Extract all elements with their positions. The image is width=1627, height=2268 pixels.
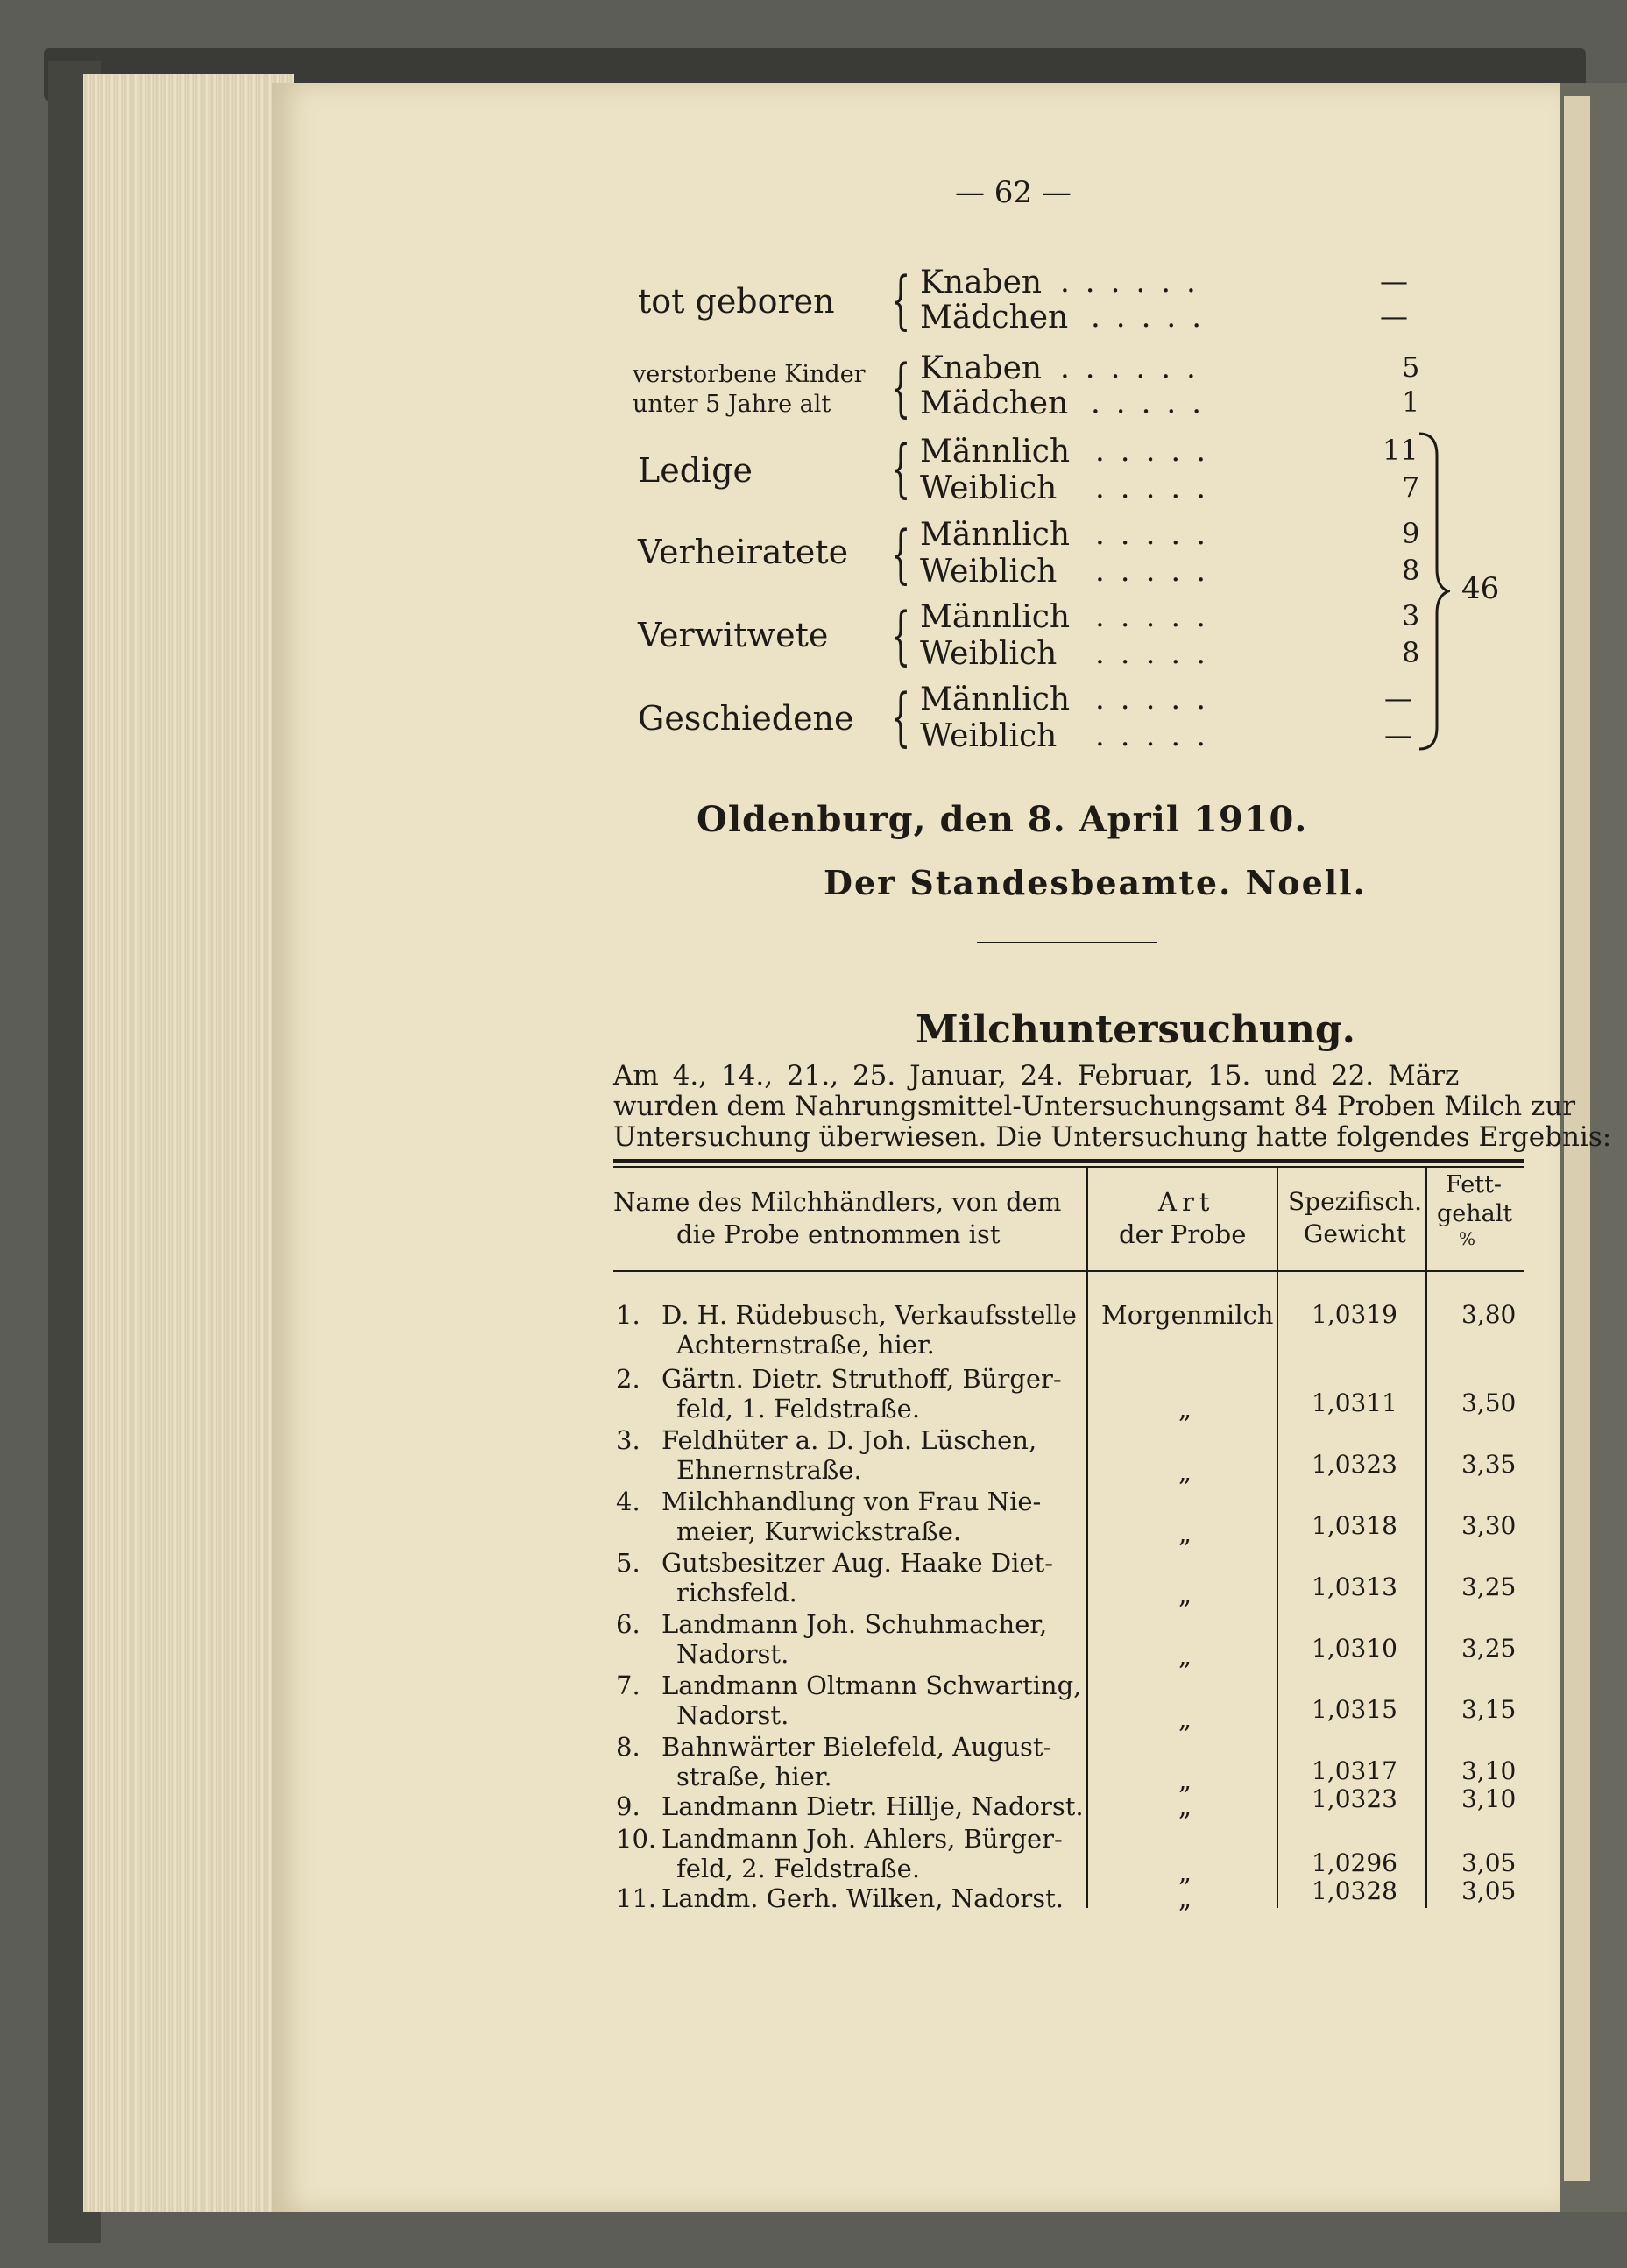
header-weight: Gewicht bbox=[1304, 1219, 1406, 1248]
row-name: Milchhandlung von Frau Nie- bbox=[661, 1487, 1042, 1516]
total-bracket bbox=[1415, 429, 1450, 753]
row-art: „ bbox=[1178, 1791, 1192, 1821]
row-art: „ bbox=[1178, 1457, 1192, 1487]
brace: { bbox=[890, 350, 911, 424]
row-name: meier, Kurwickstraße. bbox=[676, 1516, 962, 1546]
leader-dots: ..... bbox=[1095, 434, 1222, 469]
divider bbox=[977, 942, 1157, 943]
row-weight: 1,0317 bbox=[1312, 1756, 1397, 1785]
row-fat: 3,05 bbox=[1461, 1876, 1517, 1905]
row-name: Landmann Joh. Schuhmacher, bbox=[661, 1609, 1048, 1639]
header-name: Name des Milchhändlers, von dem bbox=[613, 1187, 1062, 1217]
leader-dots: ..... bbox=[1095, 718, 1222, 753]
brace: { bbox=[890, 598, 911, 672]
row-art: „ bbox=[1178, 1394, 1192, 1424]
row-weight: 1,0296 bbox=[1312, 1848, 1397, 1877]
row-name: D. H. Rüdebusch, Verkaufsstelle bbox=[661, 1300, 1077, 1330]
stat-sub: Männlich bbox=[920, 599, 1071, 635]
row-name: Ehnernstraße. bbox=[676, 1455, 862, 1485]
stat-label: unter 5 Jahre alt bbox=[633, 391, 831, 418]
row-weight: 1,0311 bbox=[1312, 1388, 1397, 1417]
stat-label: Ledige bbox=[638, 451, 753, 490]
leader-dots: ..... bbox=[1091, 385, 1218, 420]
row-art: „ bbox=[1178, 1765, 1192, 1795]
column-divider bbox=[1425, 1168, 1427, 1908]
row-art: „ bbox=[1178, 1857, 1192, 1887]
row-name: Landmann Joh. Ahlers, Bürger- bbox=[661, 1824, 1063, 1854]
brace: { bbox=[890, 263, 911, 336]
row-fat: 3,10 bbox=[1461, 1756, 1517, 1785]
row-number: 9. bbox=[616, 1791, 640, 1821]
row-number: 2. bbox=[616, 1364, 640, 1394]
stat-sub: Weiblich bbox=[920, 554, 1058, 590]
header-art: Art bbox=[1158, 1187, 1215, 1217]
page-number: — 62 — bbox=[955, 175, 1072, 210]
stat-sub: Weiblich bbox=[920, 636, 1058, 672]
row-number: 5. bbox=[616, 1548, 640, 1578]
stat-sub: Knaben bbox=[920, 265, 1043, 300]
stat-total: 46 bbox=[1461, 571, 1500, 606]
row-fat: 3,25 bbox=[1461, 1634, 1517, 1663]
table-top-rule-thin bbox=[613, 1166, 1524, 1168]
row-fat: 3,30 bbox=[1461, 1511, 1517, 1540]
stat-label: Verheiratete bbox=[638, 533, 849, 571]
stat-value: — bbox=[1384, 682, 1412, 715]
header-fat-unit: % bbox=[1459, 1228, 1476, 1249]
stat-sub: Mädchen bbox=[920, 385, 1069, 421]
stat-value: — bbox=[1380, 300, 1408, 333]
row-number: 7. bbox=[616, 1671, 640, 1700]
stat-sub: Weiblich bbox=[920, 470, 1058, 506]
row-fat: 3,50 bbox=[1461, 1388, 1517, 1417]
header-fat: gehalt bbox=[1437, 1200, 1513, 1227]
row-weight: 1,0323 bbox=[1312, 1450, 1397, 1479]
leader-dots: ..... bbox=[1095, 470, 1222, 505]
row-name: Achternstraße, hier. bbox=[676, 1330, 935, 1360]
row-art: „ bbox=[1178, 1704, 1192, 1734]
row-fat: 3,15 bbox=[1461, 1695, 1517, 1724]
row-number: 1. bbox=[616, 1300, 640, 1330]
row-weight: 1,0313 bbox=[1312, 1572, 1397, 1601]
leader-dots: ..... bbox=[1095, 554, 1222, 589]
stat-value: 1 bbox=[1402, 385, 1420, 419]
intro-line: Untersuchung überwiesen. Die Untersuchung hatte folgendes Ergebnis: bbox=[613, 1121, 1612, 1153]
stat-value: — bbox=[1384, 718, 1412, 752]
stat-label: Geschiedene bbox=[638, 699, 854, 738]
intro-line: Am 4., 14., 21., 25. Januar, 24. Februar, 15. und 22. März bbox=[613, 1060, 1460, 1092]
stat-value: — bbox=[1380, 265, 1408, 298]
row-number: 6. bbox=[616, 1609, 640, 1639]
row-number: 3. bbox=[616, 1425, 640, 1455]
stat-value: 8 bbox=[1402, 636, 1420, 669]
row-name: Landmann Oltmann Schwarting, bbox=[661, 1671, 1082, 1700]
row-fat: 3,80 bbox=[1461, 1300, 1517, 1329]
row-art: Morgenmilch bbox=[1101, 1300, 1274, 1330]
row-name: Bahnwärter Bielefeld, August- bbox=[661, 1732, 1052, 1762]
row-name: richsfeld. bbox=[676, 1578, 797, 1607]
header-fat: Fett- bbox=[1446, 1171, 1503, 1198]
stat-label: tot geboren bbox=[638, 282, 835, 321]
stat-value: 11 bbox=[1383, 434, 1418, 467]
intro-line: wurden dem Nahrungsmittel-Untersuchungsamt 84 Proben Milch zur bbox=[613, 1091, 1576, 1122]
column-divider bbox=[1086, 1168, 1088, 1908]
brace: { bbox=[890, 680, 911, 753]
row-fat: 3,35 bbox=[1461, 1450, 1517, 1479]
header-weight: Spezifisch. bbox=[1288, 1187, 1423, 1216]
row-fat: 3,05 bbox=[1461, 1848, 1517, 1877]
header-bottom-rule bbox=[613, 1270, 1524, 1272]
row-art: „ bbox=[1178, 1518, 1192, 1548]
stat-sub: Männlich bbox=[920, 682, 1071, 717]
row-weight: 1,0328 bbox=[1312, 1876, 1397, 1905]
header-art: der Probe bbox=[1119, 1219, 1247, 1249]
stat-value: 7 bbox=[1402, 470, 1420, 504]
section-title: Milchuntersuchung. bbox=[916, 1007, 1356, 1052]
stat-sub: Knaben bbox=[920, 350, 1043, 386]
row-weight: 1,0310 bbox=[1312, 1634, 1397, 1663]
row-name: Landmann Dietr. Hillje, Nadorst. bbox=[661, 1791, 1084, 1821]
header-name: die Probe entnommen ist bbox=[676, 1219, 1001, 1249]
leader-dots: ..... bbox=[1095, 636, 1222, 671]
leader-dots: ...... bbox=[1060, 350, 1212, 385]
row-number: 8. bbox=[616, 1732, 640, 1762]
stat-sub: Männlich bbox=[920, 434, 1071, 470]
row-number: 11. bbox=[616, 1883, 657, 1913]
leader-dots: ..... bbox=[1095, 599, 1222, 634]
leader-dots: ..... bbox=[1091, 300, 1218, 335]
place-date: Oldenburg, den 8. April 1910. bbox=[697, 799, 1308, 840]
page-edges bbox=[83, 74, 294, 2212]
row-name: Feldhüter a. D. Joh. Lüschen, bbox=[661, 1425, 1037, 1455]
leader-dots: ..... bbox=[1095, 517, 1222, 552]
row-weight: 1,0318 bbox=[1312, 1511, 1397, 1540]
row-art: „ bbox=[1178, 1641, 1192, 1671]
row-number: 10. bbox=[616, 1824, 657, 1854]
official-signature: Der Standesbeamte. Noell. bbox=[824, 863, 1367, 902]
row-name: Nadorst. bbox=[676, 1700, 789, 1730]
stat-sub: Mädchen bbox=[920, 300, 1069, 336]
row-name: Gutsbesitzer Aug. Haake Diet- bbox=[661, 1548, 1054, 1578]
leader-dots: ...... bbox=[1060, 265, 1212, 300]
stat-label: Verwitwete bbox=[638, 616, 829, 654]
row-number: 4. bbox=[616, 1487, 640, 1516]
row-name: feld, 1. Feldstraße. bbox=[676, 1394, 921, 1424]
row-fat: 3,25 bbox=[1461, 1572, 1517, 1601]
stat-value: 8 bbox=[1402, 554, 1420, 587]
row-name: Landm. Gerh. Wilken, Nadorst. bbox=[661, 1883, 1065, 1913]
row-name: Gärtn. Dietr. Struthoff, Bürger- bbox=[661, 1364, 1062, 1394]
row-name: Nadorst. bbox=[676, 1639, 789, 1669]
row-name: straße, hier. bbox=[676, 1762, 832, 1791]
stat-sub: Männlich bbox=[920, 517, 1071, 553]
row-fat: 3,10 bbox=[1461, 1784, 1517, 1813]
brace: { bbox=[890, 517, 911, 590]
stat-value: 5 bbox=[1402, 350, 1420, 384]
stat-label: verstorbene Kinder bbox=[633, 361, 866, 388]
column-divider bbox=[1277, 1168, 1278, 1908]
row-weight: 1,0315 bbox=[1312, 1695, 1397, 1724]
row-art: „ bbox=[1178, 1579, 1192, 1609]
row-name: feld, 2. Feldstraße. bbox=[676, 1854, 921, 1883]
stat-value: 3 bbox=[1402, 599, 1420, 632]
stat-value: 9 bbox=[1402, 517, 1420, 550]
row-weight: 1,0319 bbox=[1312, 1300, 1397, 1329]
stat-sub: Weiblich bbox=[920, 718, 1058, 754]
leader-dots: ..... bbox=[1095, 682, 1222, 717]
table-top-rule bbox=[613, 1159, 1524, 1163]
row-weight: 1,0323 bbox=[1312, 1784, 1397, 1813]
row-art: „ bbox=[1178, 1883, 1192, 1913]
brace: { bbox=[890, 431, 911, 505]
